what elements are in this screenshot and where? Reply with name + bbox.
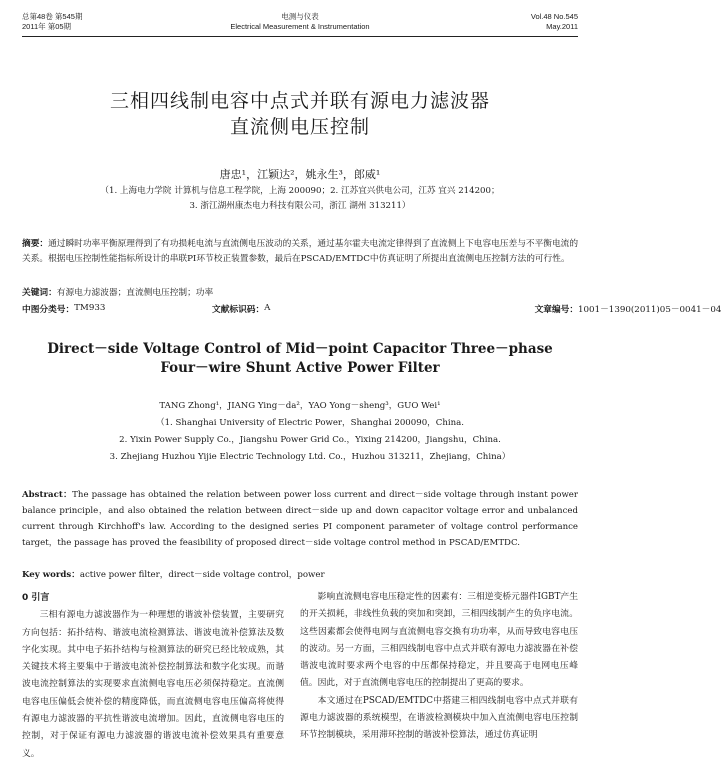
abstract-zh-text: 通过瞬时功率平衡原理得到了有功损耗电流与直流侧电压波动的关系，通过基尔霍夫电流定律得到了直流侧上下电容电压差与不平衡电流的关系。根据电压控制性能指标所设计的串联PI环节校正装置参数，最后在PSCAD/EMTDC中仿真证明了所提出直流侧电压控制方法的可行性。	[22, 239, 578, 264]
authors-zh: 唐忠¹，江颖达²，姚永生³，郎威¹	[219, 168, 381, 181]
section-heading-introduction: 0 引言	[22, 593, 50, 603]
clc-value: TM933	[74, 303, 106, 313]
header-volume-en	[531, 12, 578, 32]
title-en	[0, 340, 600, 378]
header-date: May.2011	[546, 22, 578, 31]
running-header	[22, 12, 578, 42]
doc-label: 文献标识码：	[212, 305, 265, 315]
keywords-zh-text: 有源电力滤波器；直流侧电压控制；功率	[56, 288, 214, 298]
title-zh	[0, 88, 600, 140]
body-column-left	[22, 590, 284, 763]
affiliation-en-line3: 3. Zhejiang Huzhou Yijie Electric Technology Ltd. Co.，Huzhou 313211，Zhejiang，China）	[109, 452, 511, 462]
title-en-line1: Direct－side Voltage Control of Mid－point Capacitor Three－phase	[47, 341, 553, 357]
title-zh-line2: 直流侧电压控制	[229, 116, 370, 138]
keywords-en	[22, 568, 578, 580]
doc-code	[212, 303, 271, 315]
article-value: 1001－1390(2011)05－0041－04	[578, 305, 721, 315]
header-issue: 2011年 第05期	[22, 22, 72, 31]
affiliations-en	[60, 415, 560, 466]
article-number	[534, 303, 721, 315]
body-paragraph: 影响直流侧电容电压稳定性的因素有：三相逆变桥元器件IGBT产生的开关损耗，非线性负载的突加和突卸，三相四线制产生的负序电流。这些因素都会使得电网与直流侧电容交换有功功率，从而导致电容电压的波动。另一方面，三相四线制电容中点式并联有源电力滤波器在补偿谐波电流时要求两个电容的中压都保持稳定，并且要高于电网电压峰值。因此，对于直流侧电容电压的控制提出了更高的要求。	[300, 592, 578, 689]
title-en-line2: Four－wire Shunt Active Power Filter	[160, 360, 440, 376]
header-rule	[22, 36, 578, 37]
affiliations-zh	[40, 184, 560, 214]
journal-name-en: Electrical Measurement & Instrumentation	[230, 22, 370, 31]
affiliation-zh-line1: （1. 上海电力学院 计算机与信息工程学院，上海 200090；2. 江苏宜兴供电公司，江苏 宜兴 214200；	[100, 186, 500, 196]
abstract-en-text: The passage has obtained the relation between power loss current and direct－side voltage through instant power balance principle，and also obtained the relation between direct－side up and down capacitor voltage error and unbalanced current through Kirchhoff's law. According to the designed series PI component parameter of voltage control performance target，the passage has proved the feasibility of proposed direct－side voltage control method in PSCAD/EMTDC.	[22, 490, 578, 548]
header-volume: 总第48卷 第545期	[22, 12, 83, 21]
body-paragraph: 本文通过在PSCAD/EMTDC中搭建三相四线制电容中点式并联有源电力滤波器的系统模型，在谐波检测模块中加入直流侧电容电压控制环节控制模块，采用滞环控制的谐波补偿算法，通过仿真证明	[300, 695, 578, 741]
abstract-zh	[22, 237, 578, 267]
clc-number	[22, 303, 106, 315]
abstract-en-label: Abstract：	[22, 490, 73, 500]
keywords-zh	[22, 286, 578, 298]
body-paragraph: 三相有源电力滤波器作为一种理想的谐波补偿装置，主要研究方向包括：拓扑结构、谐波电流检测算法、谐波电流补偿算法及数字化实现。其中电子拓扑结构与检测算法的研究已经比较成熟，其关键技术将主要集中于谐波电流补偿控制算法和数字化实现。而谐波电流控制算法的实现要求直流侧电容电压必须保持稳定。直流侧电容电压偏低会使补偿的精度降低，而直流侧电容电压偏高将使得有源电力滤波器的平抗性谐波电流增加。因此，直流侧电容电压的控制，对于保证有源电力滤波器的谐波电流补偿效果具有重要意义。	[22, 610, 284, 759]
journal-name-zh: 电测与仪表	[281, 12, 319, 21]
keywords-zh-label: 关键词：	[22, 288, 57, 298]
affiliation-en-line2: 2. Yixin Power Supply Co.，Jiangshu Power Grid Co.，Yixing 214200，Jiangshu，China.	[119, 435, 501, 445]
affiliation-en-line1: （1. Shanghai University of Electric Power，Shanghai 200090，China.	[156, 418, 464, 428]
title-zh-line1: 三相四线制电容中点式并联有源电力滤波器	[109, 90, 490, 112]
affiliation-zh-line2: 3. 浙江湖州康杰电力科技有限公司，浙江 湖州 313211）	[189, 201, 411, 211]
authors-en: TANG Zhong¹，JIANG Ying－da²，YAO Yong－sheng³，GUO Wei¹	[159, 401, 441, 411]
article-label: 文章编号：	[534, 305, 578, 315]
header-vol-no: Vol.48 No.545	[530, 12, 578, 21]
abstract-zh-label: 摘要：	[22, 239, 49, 249]
doc-value: A	[264, 303, 271, 313]
keywords-en-text: active power filter，direct－side voltage control，power	[79, 570, 325, 580]
abstract-en	[22, 487, 578, 551]
classification-line	[22, 303, 721, 317]
body-column-right	[300, 589, 578, 745]
clc-label: 中图分类号：	[22, 305, 75, 315]
header-journal	[22, 12, 578, 32]
keywords-en-label: Key words：	[22, 570, 80, 580]
